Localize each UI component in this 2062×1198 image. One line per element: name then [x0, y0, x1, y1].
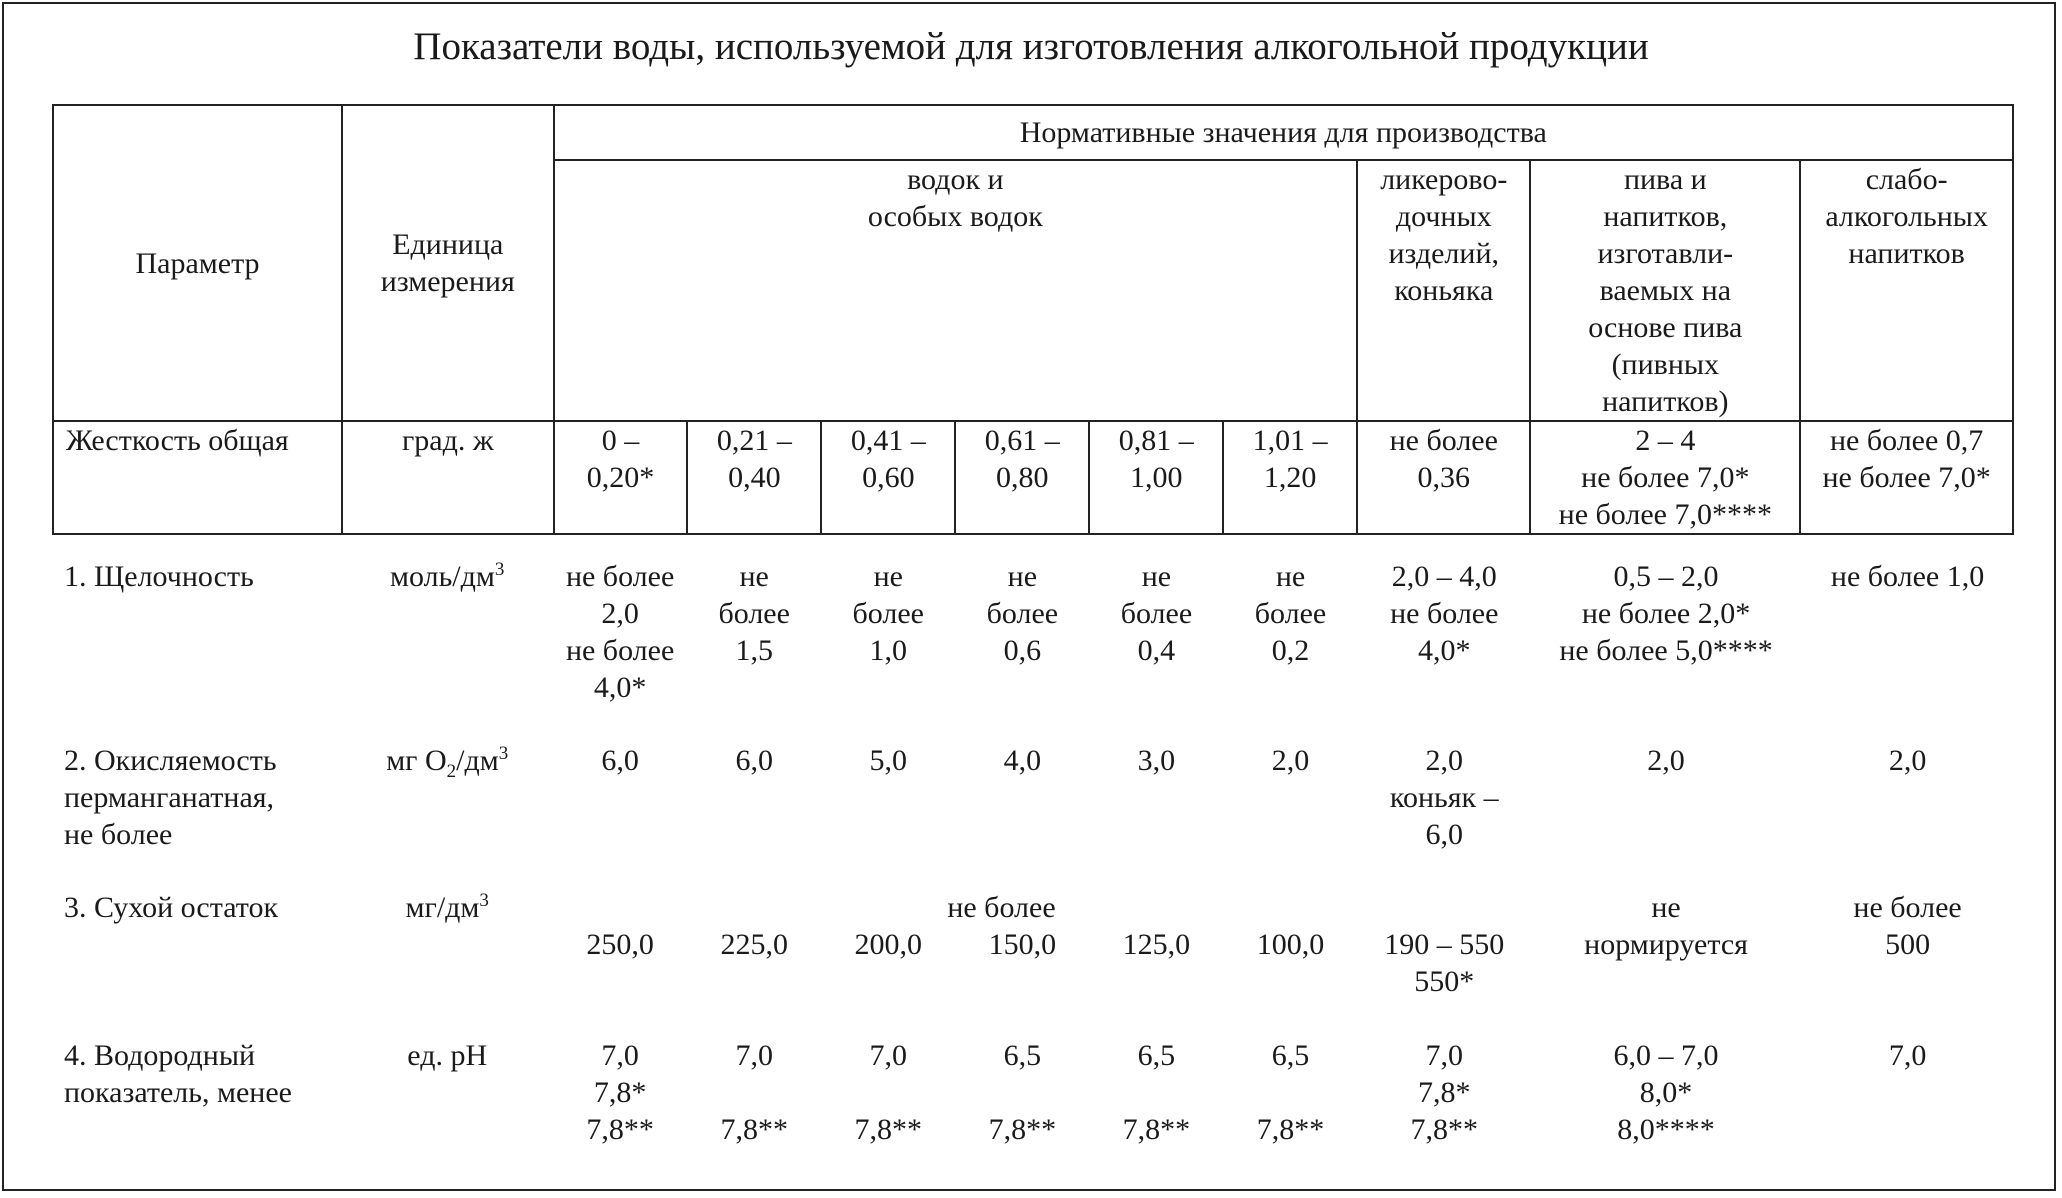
hardness-liqueur-cell: не более 0,36: [1357, 421, 1530, 534]
table-row: [52, 742, 2014, 889]
vodka-cell: не более 1,0: [852, 560, 925, 667]
hardness-param: Жесткость общая: [53, 421, 342, 534]
liqueur-cell: 190 – 550 550*: [1384, 928, 1505, 998]
vodka-cell: 250,0: [586, 928, 654, 961]
vodka-cell: 6,0: [601, 744, 639, 777]
param-cell: 1. Щелочность: [64, 560, 254, 593]
hardness-vodka-cell: 0 – 0,20*: [554, 421, 688, 534]
vodka-cell: 6,5 7,8**: [1256, 1039, 1325, 1146]
hardness-row: [53, 421, 2013, 534]
vodka-cell: 225,0: [720, 928, 788, 961]
param-header: Параметр: [53, 105, 342, 421]
values-table: [52, 558, 2014, 1167]
group-low-header: слабо- алкогольных напитков: [1800, 160, 2013, 421]
vodka-cell: не более 1,5: [718, 560, 790, 667]
hardness-vodka-cell: 0,81 – 1,00: [1089, 421, 1223, 534]
vodka-cell: 4,0: [1003, 744, 1042, 777]
low-cell: не более 1,0: [1830, 560, 1985, 593]
unit-cell: ед. pH: [407, 1039, 488, 1072]
unit-cell: мг $O_2/дм^3$: [386, 743, 509, 782]
vodka-cell: 6,5 7,8**: [988, 1039, 1057, 1146]
vodka-cell: не более 2,0 не более 4,0*: [565, 560, 675, 704]
vodka-cell: 6,5 7,8**: [1122, 1039, 1191, 1146]
beer-cell: 6,0 – 7,0 8,0* 8,0****: [1613, 1039, 1719, 1146]
vodka-cell: не более 150,0: [947, 891, 1057, 961]
hardness-unit: град. ж: [342, 421, 553, 534]
vodka-cell: 7,0 7,8**: [854, 1039, 923, 1146]
hardness-beer-cell: 2 – 4 не более 7,0* не более 7,0****: [1530, 421, 1800, 534]
param-cell: 4. Водородный показатель, менее: [64, 1039, 292, 1109]
vodka-cell: 200,0: [854, 928, 923, 961]
hardness-vodka-cell: 0,41 – 0,60: [821, 421, 955, 534]
table-row: [52, 1037, 2014, 1167]
liqueur-cell: 2,0 – 4,0 не более 4,0*: [1390, 560, 1499, 667]
param-cell: 3. Сухой остаток: [64, 891, 279, 924]
beer-cell: не нормируется: [1584, 891, 1748, 961]
vodka-cell: не более 0,4: [1120, 560, 1193, 667]
liqueur-cell: 7,0 7,8* 7,8**: [1410, 1039, 1478, 1146]
vodka-cell: 2,0: [1271, 744, 1310, 777]
low-cell: 2,0: [1888, 744, 1927, 777]
page-title: Показатели воды, используемой для изготовления алкогольной продукции: [413, 25, 1649, 68]
vodka-cell: 100,0: [1256, 928, 1325, 961]
table-row: [52, 558, 2014, 742]
beer-cell: 2,0: [1647, 744, 1685, 777]
header-table: [52, 104, 2014, 535]
vodka-cell: 125,0: [1122, 928, 1191, 961]
vodka-cell: не более 0,6: [986, 560, 1059, 667]
low-cell: не более 500: [1853, 891, 1962, 961]
vodka-cell: 3,0: [1137, 744, 1176, 777]
unit-header: Единица измерения: [342, 105, 553, 421]
hardness-vodka-cell: 1,01 – 1,20: [1223, 421, 1357, 534]
norm-header: Нормативные значения для производства: [554, 105, 2013, 160]
vodka-note: не более: [947, 891, 1056, 924]
group-liqueur-header: ликерово- дочных изделий, коньяка: [1357, 160, 1530, 421]
vodka-cell: 7,0 7,8* 7,8**: [586, 1039, 654, 1146]
param-cell: 2. Окисляемость перманганатная, не более: [64, 744, 277, 851]
vodka-cell: 6,0: [735, 744, 773, 777]
unit-cell: моль/$дм^3$: [390, 559, 505, 593]
beer-cell: 0,5 – 2,0 не более 2,0* не более 5,0****: [1559, 560, 1773, 667]
table-row: [52, 889, 2014, 1037]
vodka-cell: не более 0,2: [1254, 560, 1327, 667]
hardness-vodka-cell: 0,61 – 0,80: [955, 421, 1089, 534]
vodka-cell: 5,0: [869, 744, 908, 777]
unit-cell: $мг/дм^3$: [405, 890, 489, 924]
group-vodka-header: водок и особых водок: [554, 160, 1358, 421]
vodka-cell: 7,0 7,8**: [720, 1039, 788, 1146]
group-beer-header: пива и напитков, изготавли- ваемых на основе пива (пивных напитков): [1530, 160, 1800, 421]
liqueur-cell: 2,0 коньяк – 6,0: [1389, 744, 1499, 851]
hardness-vodka-cell: 0,21 – 0,40: [687, 421, 821, 534]
hardness-low-cell: не более 0,7 не более 7,0*: [1800, 421, 2013, 534]
low-cell: 7,0: [1888, 1039, 1927, 1072]
